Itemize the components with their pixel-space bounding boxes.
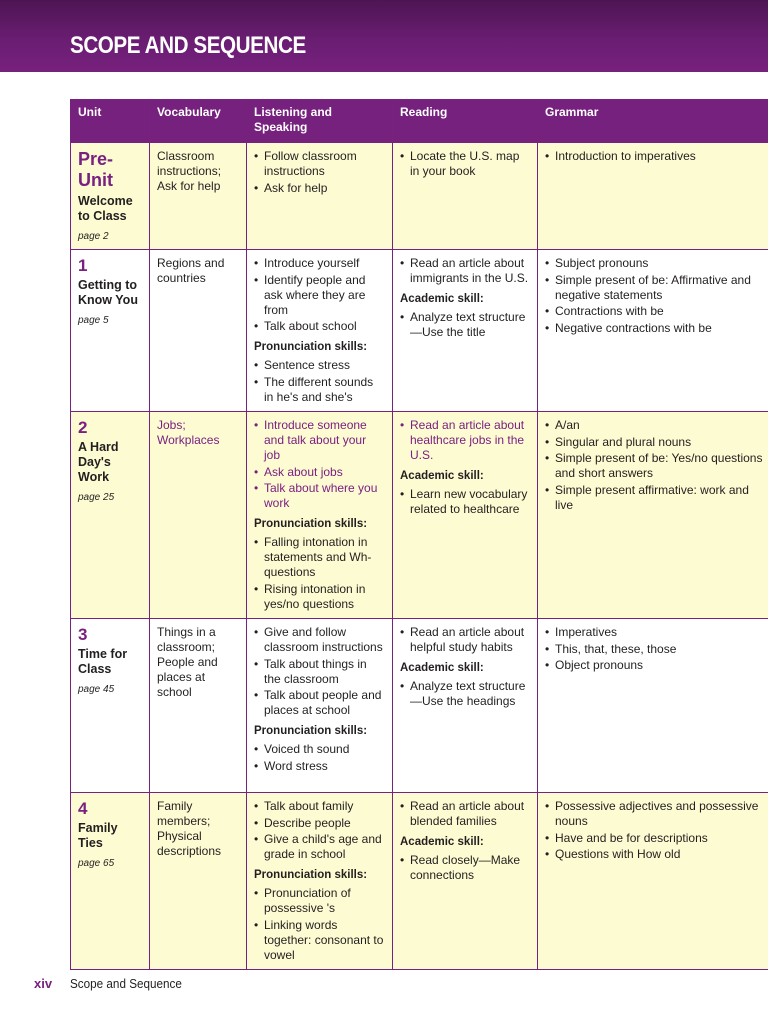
unit-number: 2 xyxy=(78,418,88,437)
list-item: • Read an article about blended families xyxy=(400,799,530,829)
academic-skill-heading: Academic skill: xyxy=(400,662,484,674)
list-item: • Talk about people and places at school xyxy=(254,688,385,718)
list-item: • Introduce someone and talk about your job xyxy=(254,418,385,463)
vocabulary-text: Regions and countries xyxy=(157,256,225,285)
list-item: • Talk about where you work xyxy=(254,481,385,511)
unit-cell xyxy=(71,793,150,970)
list-item: • Voiced th sound xyxy=(254,742,385,757)
list-item: • The different sounds in he's and she's xyxy=(254,375,385,405)
unit-page: page 5 xyxy=(78,315,109,326)
scope-table xyxy=(70,99,768,970)
unit-title: Family Ties xyxy=(78,821,118,850)
list-item: • Read an article about healthcare jobs in the U.S. xyxy=(400,418,530,463)
footer-section-title: Scope and Sequence xyxy=(70,976,182,991)
header-banner xyxy=(0,0,768,72)
table-row xyxy=(71,793,768,970)
academic-skill-heading: Academic skill: xyxy=(400,470,484,482)
list-item: • Talk about family xyxy=(254,799,385,814)
unit-title: Getting to Know You xyxy=(78,278,138,307)
academic-skill-heading: Academic skill: xyxy=(400,836,484,848)
list-item: • Analyze text structure—Use the title xyxy=(400,310,530,340)
list-item: • Object pronouns xyxy=(545,658,768,673)
list-item: • Read closely—Make connections xyxy=(400,853,530,883)
list-item: • Questions with How old xyxy=(545,847,768,862)
column-header-vocabulary: Vocabulary xyxy=(150,100,247,143)
list-item: • Sentence stress xyxy=(254,358,385,373)
list-item: • Talk about school xyxy=(254,319,385,334)
table-row xyxy=(71,619,768,793)
unit-page: page 2 xyxy=(78,231,109,242)
unit-number: 4 xyxy=(78,799,88,818)
list-item: • Analyze text structure —Use the headings xyxy=(400,679,530,709)
unit-cell xyxy=(71,143,150,250)
header-row xyxy=(71,100,768,143)
vocabulary-cell xyxy=(150,250,247,412)
list-item: • This, that, these, those xyxy=(545,642,768,657)
unit-page: page 45 xyxy=(78,684,115,695)
list-item: • Introduction to imperatives xyxy=(545,149,768,164)
list-item: • Simple present of be: Affirmative and negative statements xyxy=(545,273,768,303)
list-item: • Singular and plural nouns xyxy=(545,435,768,450)
vocabulary-cell xyxy=(150,412,247,619)
column-header-listening-speaking: Listening and Speaking xyxy=(247,100,393,143)
list-item: • Contractions with be xyxy=(545,304,768,319)
list-item: • Possessive adjectives and possessive nouns xyxy=(545,799,768,829)
list-item: • Read an article about helpful study habits xyxy=(400,625,530,655)
page-number: xiv xyxy=(34,976,53,991)
list-item: • Falling intonation in statements and Wh-questions xyxy=(254,535,385,580)
unit-title: A Hard Day's Work xyxy=(78,440,119,484)
list-item: • Have and be for descriptions xyxy=(545,831,768,846)
grammar-cell xyxy=(538,250,768,412)
listening-cell xyxy=(247,412,393,619)
page-title: SCOPE AND SEQUENCE xyxy=(70,32,306,59)
list-item: • Talk about things in the classroom xyxy=(254,657,385,687)
list-item: • Negative contractions with be xyxy=(545,321,768,336)
vocabulary-cell xyxy=(150,143,247,250)
list-item: • Simple present of be: Yes/no questions and short answers xyxy=(545,451,768,481)
list-item: • Introduce yourself xyxy=(254,256,385,271)
column-header-grammar: Grammar xyxy=(538,100,768,143)
unit-cell xyxy=(71,619,150,793)
pronunciation-skills-heading: Pronunciation skills: xyxy=(254,518,368,530)
grammar-cell xyxy=(538,793,768,970)
list-item: • Describe people xyxy=(254,816,385,831)
column-header-reading: Reading xyxy=(393,100,538,143)
list-item: • Linking words together: consonant to vowel xyxy=(254,918,385,963)
list-item: • Locate the U.S. map in your book xyxy=(400,149,530,179)
listening-cell xyxy=(247,250,393,412)
unit-number: 3 xyxy=(78,625,88,644)
listening-cell xyxy=(247,619,393,793)
unit-page: page 25 xyxy=(78,492,115,503)
pronunciation-skills-heading: Pronunciation skills: xyxy=(254,869,368,881)
academic-skill-heading: Academic skill: xyxy=(400,293,484,305)
unit-cell xyxy=(71,412,150,619)
unit-title: Time for Class xyxy=(78,647,128,676)
reading-cell xyxy=(393,250,538,412)
list-item: • Simple present affirmative: work and live xyxy=(545,483,768,513)
list-item: • Imperatives xyxy=(545,625,768,640)
reading-cell xyxy=(393,143,538,250)
list-item: • Give a child's age and grade in school xyxy=(254,832,385,862)
list-item: • Ask about jobs xyxy=(254,465,385,480)
table-row xyxy=(71,412,768,619)
vocabulary-text: Jobs; Workplaces xyxy=(157,418,220,447)
unit-page: page 65 xyxy=(78,858,115,869)
reading-cell xyxy=(393,793,538,970)
list-item: • Rising intonation in yes/no questions xyxy=(254,582,385,612)
reading-cell xyxy=(393,619,538,793)
vocabulary-text: Things in a classroom; People and places at school xyxy=(157,625,218,699)
pronunciation-skills-heading: Pronunciation skills: xyxy=(254,341,368,353)
list-item: • Follow classroom instructions xyxy=(254,149,385,179)
list-item: • Read an article about immigrants in the U.S. xyxy=(400,256,530,286)
unit-number: 1 xyxy=(78,256,88,275)
list-item: • Identify people and ask where they are from xyxy=(254,273,385,318)
listening-cell xyxy=(247,143,393,250)
vocabulary-text: Classroom instructions; Ask for help xyxy=(157,149,222,193)
list-item: • Ask for help xyxy=(254,181,385,196)
vocabulary-cell xyxy=(150,619,247,793)
grammar-cell xyxy=(538,412,768,619)
grammar-cell xyxy=(538,619,768,793)
reading-cell xyxy=(393,412,538,619)
list-item: • A/an xyxy=(545,418,768,433)
unit-cell xyxy=(71,250,150,412)
list-item: • Give and follow classroom instructions xyxy=(254,625,385,655)
unit-number: Pre-Unit xyxy=(78,149,114,190)
grammar-cell xyxy=(538,143,768,250)
unit-title: Welcome to Class xyxy=(78,194,133,223)
listening-cell xyxy=(247,793,393,970)
list-item: • Pronunciation of possessive 's xyxy=(254,886,385,916)
list-item: • Subject pronouns xyxy=(545,256,768,271)
column-header-unit: Unit xyxy=(71,100,150,143)
pronunciation-skills-heading: Pronunciation skills: xyxy=(254,725,368,737)
list-item: • Learn new vocabulary related to healthcare xyxy=(400,487,530,517)
vocabulary-cell xyxy=(150,793,247,970)
vocabulary-text: Family members; Physical descriptions xyxy=(157,799,222,858)
list-item: • Word stress xyxy=(254,759,385,774)
table-row xyxy=(71,250,768,412)
table-row xyxy=(71,143,768,250)
